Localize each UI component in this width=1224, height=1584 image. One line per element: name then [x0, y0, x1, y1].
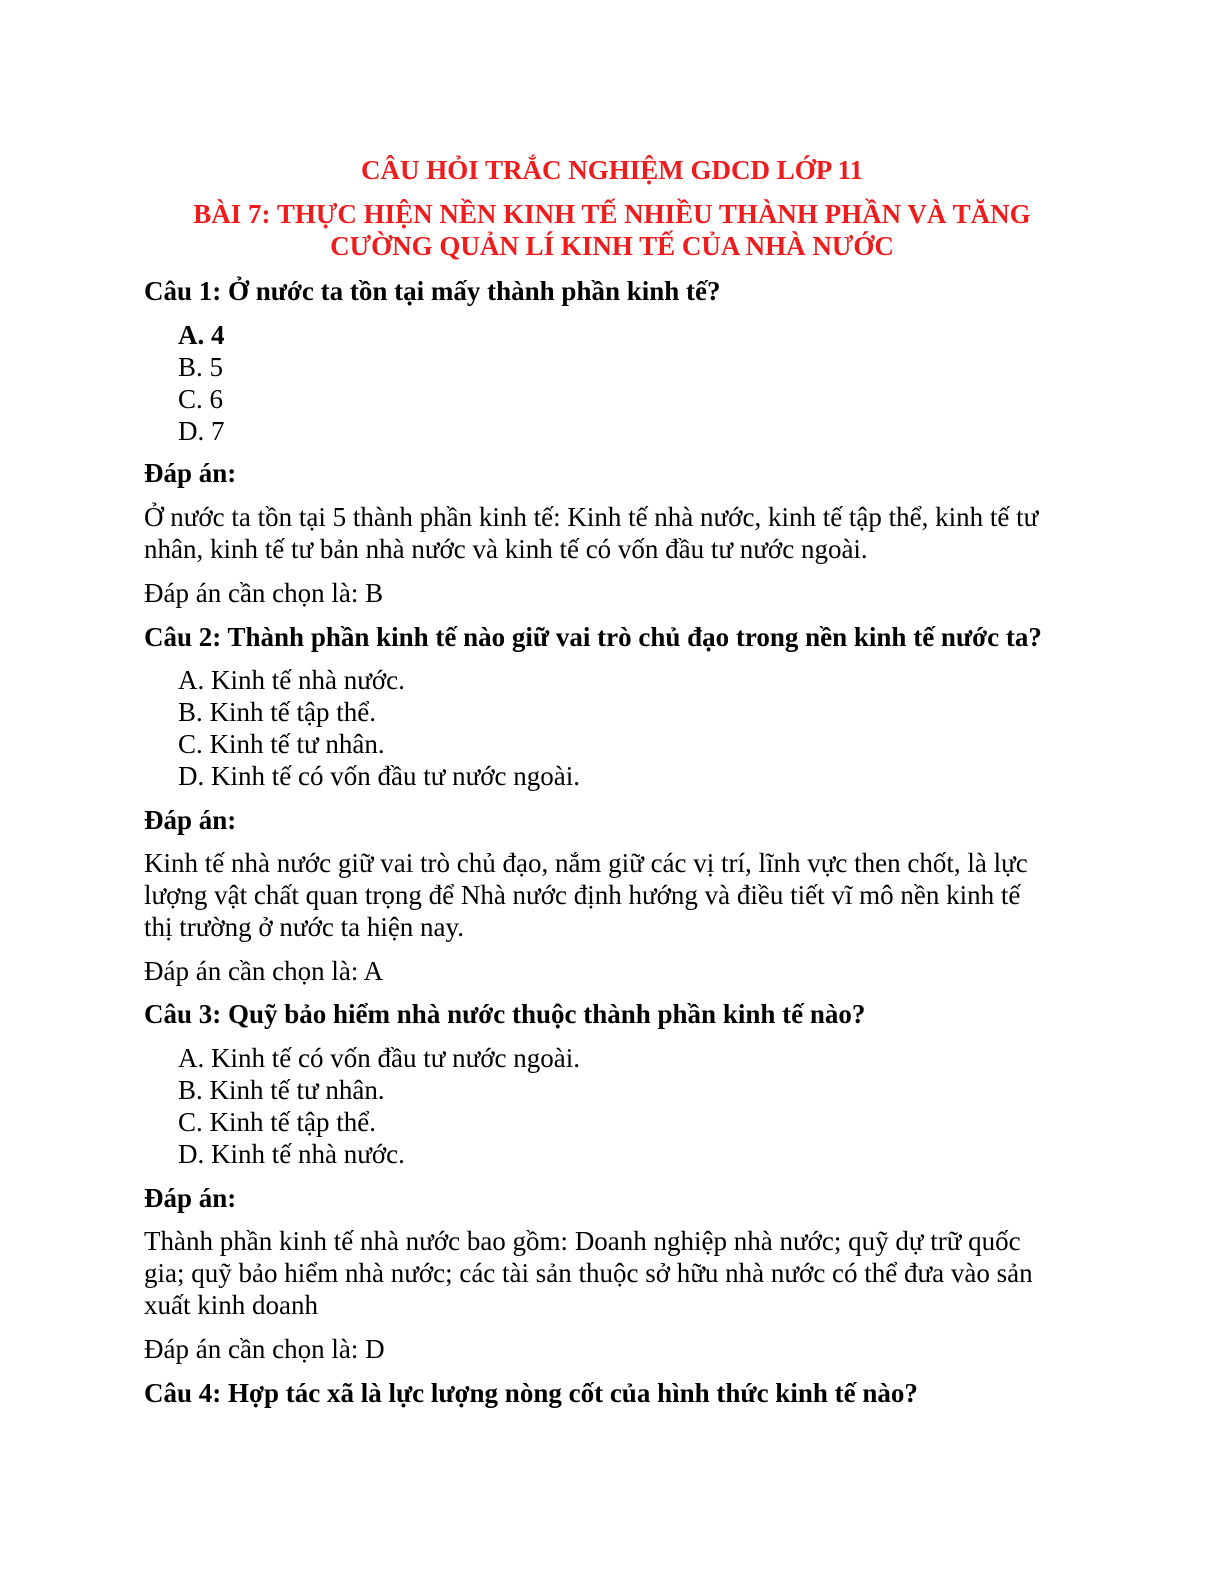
question-3-answer-label: Đáp án:: [144, 1183, 237, 1213]
question-2-option-a: A. Kinh tế nhà nước.: [178, 665, 405, 695]
question-1-option-d: D. 7: [178, 416, 225, 446]
question-2: Câu 2: Thành phần kinh tế nào giữ vai trò chủ đạo trong nền kinh tế nước ta?: [144, 622, 1042, 652]
question-2-option-c: C. Kinh tế tư nhân.: [178, 729, 385, 759]
question-3-options: [178, 1042, 580, 1170]
document-title: CÂU HỎI TRẮC NGHIỆM GDCD LỚP 11: [360, 155, 864, 185]
question-1-option-a: A. 4: [178, 320, 225, 350]
question-2-answer: Đáp án cần chọn là: A: [144, 956, 384, 986]
question-3-explanation: [144, 1225, 1084, 1321]
question-1: Câu 1: Ở nước ta tồn tại mấy thành phần kinh tế?: [144, 276, 721, 306]
question-1-answer-label: Đáp án:: [144, 458, 237, 488]
question-4: Câu 4: Hợp tác xã là lực lượng nòng cốt của hình thức kinh tế nào?: [144, 1378, 918, 1408]
question-3-option-b: B. Kinh tế tư nhân.: [178, 1075, 385, 1105]
lesson-title-line-1: BÀI 7: THỰC HIỆN NỀN KINH TẾ NHIỀU THÀNH PHẦN VÀ TĂNG: [193, 199, 1031, 229]
question-2-answer-label: Đáp án:: [144, 805, 237, 835]
question-3-option-d: D. Kinh tế nhà nước.: [178, 1139, 405, 1169]
explanation-line: Thành phần kinh tế nhà nước bao gồm: Doanh nghiệp nhà nước; quỹ dự trữ quốc: [144, 1226, 1021, 1256]
question-1-answer: Đáp án cần chọn là: B: [144, 578, 384, 608]
explanation-line: xuất kinh doanh: [144, 1290, 318, 1320]
question-3: Câu 3: Quỹ bảo hiểm nhà nước thuộc thành phần kinh tế nào?: [144, 999, 866, 1029]
question-2-option-b: B. Kinh tế tập thể.: [178, 697, 376, 727]
question-3-answer: Đáp án cần chọn là: D: [144, 1334, 385, 1364]
question-1-options: [178, 319, 225, 447]
explanation-line: nhân, kinh tế tư bản nhà nước và kinh tế có vốn đầu tư nước ngoài.: [144, 534, 868, 564]
explanation-line: gia; quỹ bảo hiểm nhà nước; các tài sản thuộc sở hữu nhà nước có thể đưa vào sản: [144, 1258, 1033, 1288]
question-1-explanation: [144, 501, 1084, 565]
question-2-option-d: D. Kinh tế có vốn đầu tư nước ngoài.: [178, 761, 580, 791]
question-1-option-b: B. 5: [178, 352, 224, 382]
lesson-title-line-2: CƯỜNG QUẢN LÍ KINH TẾ CỦA NHÀ NƯỚC: [330, 231, 894, 261]
question-3-option-c: C. Kinh tế tập thể.: [178, 1107, 376, 1137]
explanation-line: thị trường ở nước ta hiện nay.: [144, 912, 465, 942]
question-2-explanation: [144, 847, 1084, 943]
question-1-option-c: C. 6: [178, 384, 224, 414]
explanation-line: Ở nước ta tồn tại 5 thành phần kinh tế: Kinh tế nhà nước, kinh tế tập thể, kinh tế tư: [144, 502, 1039, 532]
question-2-options: [178, 664, 580, 792]
explanation-line: Kinh tế nhà nước giữ vai trò chủ đạo, nắm giữ các vị trí, lĩnh vực then chốt, là lực: [144, 848, 1028, 878]
explanation-line: lượng vật chất quan trọng để Nhà nước định hướng và điều tiết vĩ mô nền kinh tế: [144, 880, 1021, 910]
question-3-option-a: A. Kinh tế có vốn đầu tư nước ngoài.: [178, 1043, 580, 1073]
